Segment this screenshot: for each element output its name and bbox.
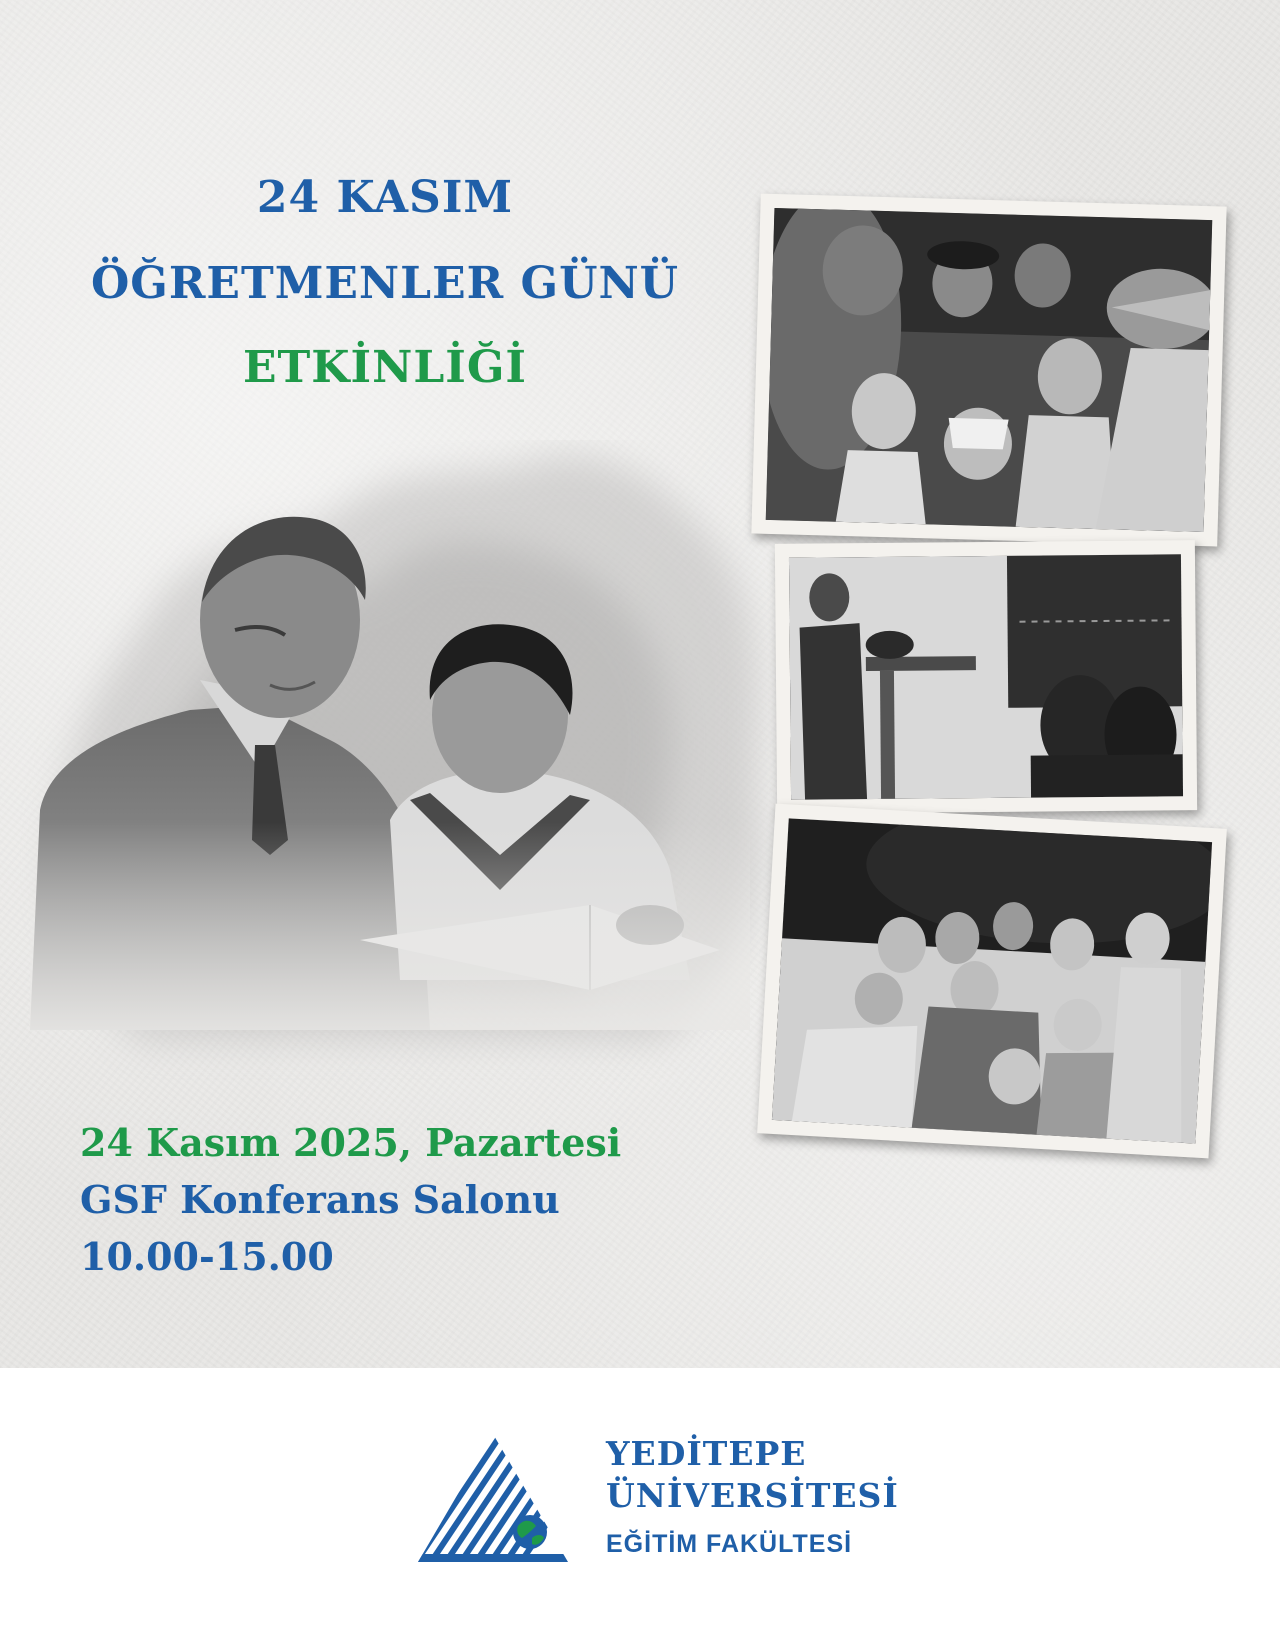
title-etkinlik: ETKİNLİĞİ (243, 342, 527, 393)
event-date: 24 Kasım 2025, Pazartesi (80, 1120, 622, 1165)
logo-university-name-line1: YEDİTEPE (606, 1434, 807, 1473)
title-event: ÖĞRETMENLER GÜNÜ (90, 258, 680, 309)
event-time: 10.00-15.00 (80, 1234, 334, 1279)
event-venue: GSF Konferans Salonu (80, 1177, 560, 1222)
logo-university-name-line2: ÜNİVERSİTESİ (606, 1476, 899, 1515)
ataturk-with-child-portrait (30, 510, 750, 1030)
ataturk-with-children-photo (751, 194, 1226, 547)
title-date: 24 KASIM (256, 172, 514, 223)
logo-department: EĞİTİM FAKÜLTESİ (606, 1530, 853, 1558)
ataturk-at-blackboard-photo (775, 540, 1197, 814)
ataturk-with-teachers-group-photo (757, 804, 1227, 1159)
yeditepe-logo-icon (418, 1434, 568, 1564)
